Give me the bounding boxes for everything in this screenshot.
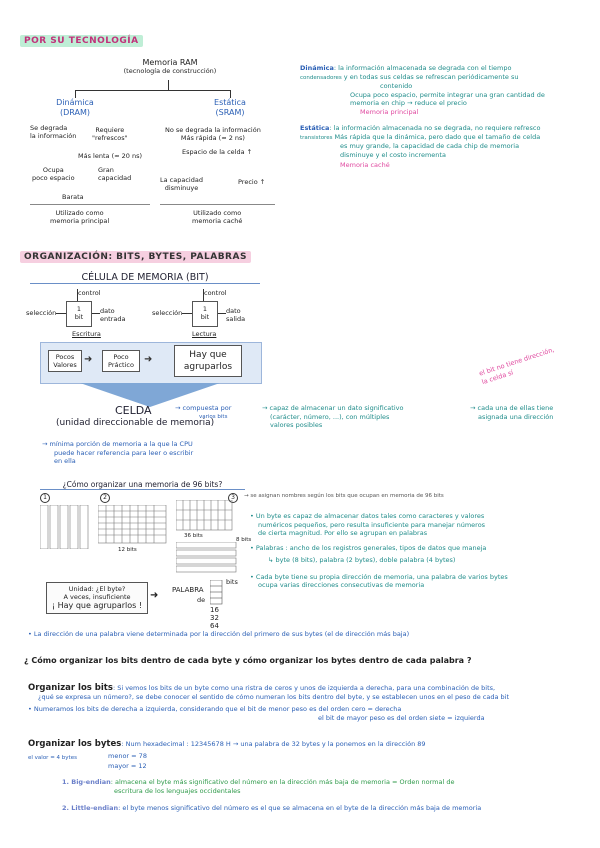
ram-tree-root: Memoria RAM (tecnología de construcción): [123, 58, 217, 75]
celda-note-rotated: el bit no tiene dirección, la celda sí: [478, 345, 556, 386]
grid-label-12bits: 12 bits: [118, 547, 137, 553]
sram-capacidad: La capacidad disminuye: [160, 176, 203, 192]
dram-gran: Gran capacidad: [98, 166, 132, 182]
data-line-read: [218, 313, 226, 314]
celda-note-direccion: → cada una de ellas tiene asignada una dirección: [470, 404, 554, 421]
control-line-write: [77, 289, 78, 301]
tree-line: [168, 80, 169, 90]
bit-grid-1: [40, 505, 90, 549]
control-line-read: [203, 289, 204, 301]
dato-entrada: dato entrada: [100, 307, 126, 323]
bit-grid-2: [98, 505, 168, 545]
notes-sram: Estática: la información almacenada no se degrada, no requiere refresco transistores Más rápida que la dinámica, pero dado que el tamaño de celda es muy grande, la capacidad de cada chip de memoria disminuye y el costo incrementa Memoria caché: [300, 124, 541, 169]
hay-que-box: Hay que agruparlos: [174, 345, 242, 377]
grid-label-8bits: 8 bits: [236, 537, 252, 543]
sel-line-write: [56, 313, 66, 314]
dram-requiere: Requiere "refrescos": [92, 126, 128, 142]
sram-precio: Precio ↑: [238, 178, 266, 186]
sram-uso: Utilizado como memoria caché: [192, 209, 243, 225]
arrow-right-icon: ➜: [150, 590, 159, 601]
dram-barata: Barata: [62, 193, 84, 201]
seleccion-label-write: selección: [26, 309, 57, 317]
org96-title: ¿Cómo organizar una memoria de 96 bits?: [40, 480, 245, 490]
palabra-bits-label: bits: [226, 578, 238, 586]
org-bytes-menor: menor = 78: [108, 752, 147, 760]
data-line-write: [92, 313, 100, 314]
celda-note-capaz: → capaz de almacenar un dato significativo (carácter, número, ...), con múltiples valores posibles: [262, 404, 404, 429]
sram-nodegrada: No se degrada la información Más rápida (≈ 2 ns): [165, 126, 261, 142]
pocos-valores-box: Pocos Valores: [48, 350, 82, 372]
dram-degrada: Se degrada la información: [30, 124, 77, 140]
org-bytes-mayor: mayor = 12: [108, 762, 147, 770]
divider: [160, 204, 275, 205]
tree-line: [75, 90, 230, 91]
lectura-label: Lectura: [192, 330, 217, 338]
arrow-right-icon: ➜: [144, 354, 153, 365]
dram-uso: Utilizado como memoria principal: [50, 209, 110, 225]
org-label-2: 2: [100, 493, 110, 503]
org96-notes: • Un byte es capaz de almacenar datos tales como caracteres y valores numéricos pequeños, pero resulta insuficiente para manejar números de cierta magnitud. Por ello se agrupan en palabras • Palabras : ancho de los registros generales, tipos de datos que maneja ↳ byte (8 bits), palabra (2 bytes), doble palabra (4 bytes) • Cada byte tiene su propia dirección de memoria, una palabra de varios bytes ocupa varias direcciones consecutivas de memoria: [250, 512, 508, 589]
dram-title: Dinámica (DRAM): [56, 98, 94, 117]
little-endian: 2. Little-endian: el byte menos significativo del número es el que se almacena en el byte de la dirección más baja de memoria: [62, 804, 482, 812]
grid-label-36bits: 36 bits: [184, 533, 203, 539]
byte-strips: [176, 542, 246, 578]
org-bytes-valor: el valor = 4 bytes: [28, 755, 77, 761]
poco-practico-box: Poco Práctico: [102, 350, 140, 372]
org-label-1: 1: [40, 493, 50, 503]
org-bits: Organizar los bits: Si vemos los bits de un byte como una ristra de ceros y unos de izquierda a derecha, para una combinación de bits, ¿qué se expresa un número?, se debe conocer el sentido de cómo numeran los bits dentro del byte, y se establecen unos en el peso de cada bit • Numeramos los bits de derecha a izquierda, considerando que el bit de menor peso es del orden cero = derecha el bit de mayor peso es del orden siete = izquierda: [28, 683, 509, 722]
control-label-read: control: [204, 289, 227, 297]
org-label-3: 3: [228, 493, 238, 503]
question-heading: ¿ Cómo organizar los bits dentro de cada byte y cómo organizar los bytes dentro de cada palabra ?: [24, 656, 472, 665]
seleccion-label-read: selección: [152, 309, 183, 317]
org96-side-note: → se asignan nombres según los bits que ocupan en memoria de 96 bits: [244, 493, 444, 499]
celda-subtitle: (unidad direccionable de memoria): [56, 418, 215, 428]
control-label-write: control: [78, 289, 101, 297]
bit-cell-read: 1 bit: [192, 301, 218, 327]
notes-dram: Dinámica: la información almacenada se degrada con el tiempo condensadores y en todas sus celdas se refrescan periódicamente su contenido Ocupa poco espacio, permite integrar una gran cantidad de memoria en chip → reduce el precio Memoria principal: [300, 64, 545, 116]
divider: [30, 204, 150, 205]
org-bytes: Organizar los bytes: Num hexadecimal : 12345678 H → una palabra de 32 bytes y la ponemos en la dirección 89: [28, 739, 426, 749]
palabra-label: PALABRA: [172, 586, 204, 594]
bit-cell-write: 1 bit: [66, 301, 92, 327]
palabra-sizes: 16 32 64: [210, 606, 219, 630]
dram-ocupa: Ocupa poco espacio: [32, 166, 75, 182]
sel-line-read: [182, 313, 192, 314]
sram-title: Estática (SRAM): [214, 98, 246, 117]
section-title-tecnologia: POR SU TECNOLOGÍA: [20, 36, 143, 46]
dram-lenta: Más lenta (≈ 20 ns): [78, 152, 142, 160]
arrow-right-icon: ➜: [84, 354, 93, 365]
unidad-box: Unidad: ¿El byte? A veces, insuficiente ¡ Hay que agruparlos !: [46, 582, 148, 614]
big-endian: 1. Big-endian: almacena el byte más significativo del número en la dirección más baja de memoria = Orden normal de escritura de los lenguajes occidentales: [62, 778, 455, 795]
dato-salida: dato salida: [226, 307, 246, 323]
tree-line: [230, 90, 231, 98]
minima-note: → mínima porción de memoria a la que la CPU puede hacer referencia para leer o escribir en ella: [42, 440, 194, 465]
sram-espacio: Espacio de la celda ↑: [182, 148, 253, 156]
escritura-label: Escritura: [72, 330, 101, 338]
celda-title: CELDA: [115, 404, 152, 417]
tree-line: [75, 90, 76, 98]
direccion-note: • La dirección de una palabra viene determinada por la dirección del primero de sus bytes (el de dirección más baja): [28, 630, 410, 638]
celda-note-compuesta: → compuesta por varios bits: [175, 404, 232, 420]
palabra-de: de: [197, 596, 206, 604]
section-title-organizacion: ORGANIZACIÓN: BITS, BYTES, PALABRAS: [20, 252, 251, 262]
cell-title: CÉLULA DE MEMORIA (BIT): [30, 272, 260, 284]
